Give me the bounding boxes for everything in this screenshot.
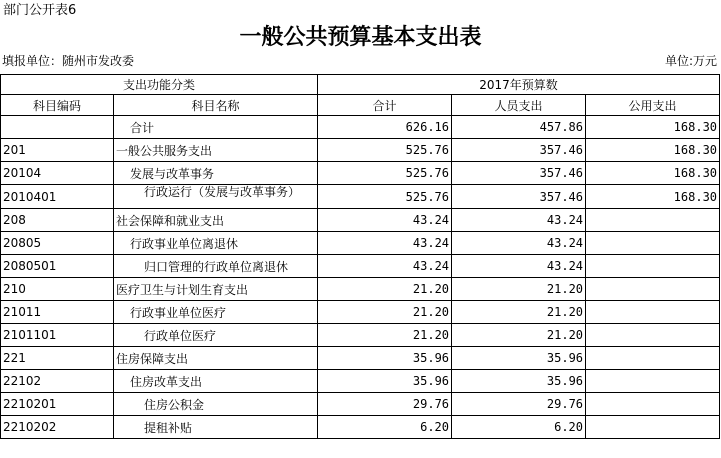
- cell-personnel: 43.24: [452, 232, 586, 255]
- cell-personnel: 29.76: [452, 393, 586, 416]
- cell-code: 221: [1, 347, 114, 370]
- cell-total: 35.96: [318, 347, 452, 370]
- cell-total: 21.20: [318, 301, 452, 324]
- cell-code: 2210202: [1, 416, 114, 439]
- table-row: [1, 416, 720, 439]
- cell-public: [586, 347, 720, 370]
- cell-name: 行政运行（发展与改革事务）: [114, 185, 318, 209]
- cell-code: 21011: [1, 301, 114, 324]
- cell-code: 22102: [1, 370, 114, 393]
- cell-code: 2101101: [1, 324, 114, 347]
- table-row: [1, 347, 720, 370]
- table-body: [1, 116, 720, 439]
- table-row: [1, 209, 720, 232]
- table-number-label: 部门公开表6: [3, 3, 77, 18]
- cell-total: 43.24: [318, 232, 452, 255]
- cell-total: 21.20: [318, 278, 452, 301]
- cell-code: [1, 116, 114, 139]
- cell-personnel: 357.46: [452, 162, 586, 185]
- cell-name: 归口管理的行政单位离退休: [114, 255, 318, 278]
- table-row: [1, 116, 720, 139]
- table-row: [1, 301, 720, 324]
- currency-unit: 单位:万元: [664, 54, 717, 68]
- cell-code: 201: [1, 139, 114, 162]
- cell-name: 住房保障支出: [114, 347, 318, 370]
- cell-personnel: 43.24: [452, 209, 586, 232]
- reporting-unit: 填报单位：随州市发改委: [2, 54, 135, 68]
- cell-code: 2080501: [1, 255, 114, 278]
- header-budget-year: 2017年预算数: [318, 75, 720, 95]
- cell-public: 168.30: [586, 185, 720, 209]
- page-title: 一般公共预算基本支出表: [239, 24, 482, 50]
- cell-personnel: 357.46: [452, 139, 586, 162]
- cell-total: 35.96: [318, 370, 452, 393]
- cell-public: [586, 416, 720, 439]
- cell-public: 168.30: [586, 116, 720, 139]
- cell-name: 行政单位医疗: [114, 324, 318, 347]
- cell-name: 医疗卫生与计划生育支出: [114, 278, 318, 301]
- cell-name: 提租补贴: [114, 416, 318, 439]
- cell-personnel: 21.20: [452, 324, 586, 347]
- cell-public: [586, 324, 720, 347]
- cell-public: [586, 232, 720, 255]
- cell-personnel: 35.96: [452, 347, 586, 370]
- cell-total: 626.16: [318, 116, 452, 139]
- cell-name: 发展与改革事务: [114, 162, 318, 185]
- cell-personnel: 357.46: [452, 185, 586, 209]
- table-row: [1, 232, 720, 255]
- column-header-code: 科目编码: [1, 95, 114, 116]
- cell-public: 168.30: [586, 162, 720, 185]
- cell-public: [586, 370, 720, 393]
- budget-table: [0, 74, 720, 439]
- cell-personnel: 457.86: [452, 116, 586, 139]
- table-row: [1, 278, 720, 301]
- cell-name: 一般公共服务支出: [114, 139, 318, 162]
- table-row: [1, 370, 720, 393]
- table-row: [1, 324, 720, 347]
- column-header-personnel: 人员支出: [452, 95, 586, 116]
- column-header-total: 合计: [318, 95, 452, 116]
- cell-total: 6.20: [318, 416, 452, 439]
- column-header-name: 科目名称: [114, 95, 318, 116]
- cell-name: 住房改革支出: [114, 370, 318, 393]
- cell-total: 43.24: [318, 209, 452, 232]
- cell-code: 208: [1, 209, 114, 232]
- cell-code: 20805: [1, 232, 114, 255]
- cell-public: [586, 255, 720, 278]
- cell-personnel: 6.20: [452, 416, 586, 439]
- cell-code: 20104: [1, 162, 114, 185]
- cell-personnel: 35.96: [452, 370, 586, 393]
- cell-total: 43.24: [318, 255, 452, 278]
- table-row: [1, 162, 720, 185]
- cell-code: 2210201: [1, 393, 114, 416]
- cell-public: 168.30: [586, 139, 720, 162]
- cell-name: 社会保障和就业支出: [114, 209, 318, 232]
- cell-public: [586, 278, 720, 301]
- table-row: [1, 255, 720, 278]
- cell-total: 29.76: [318, 393, 452, 416]
- cell-name: 行政事业单位离退休: [114, 232, 318, 255]
- column-header-public: 公用支出: [586, 95, 720, 116]
- table-row: [1, 185, 720, 209]
- cell-public: [586, 209, 720, 232]
- table-row: [1, 139, 720, 162]
- cell-public: [586, 301, 720, 324]
- cell-code: 2010401: [1, 185, 114, 209]
- table-row: [1, 393, 720, 416]
- cell-total: 21.20: [318, 324, 452, 347]
- cell-total: 525.76: [318, 139, 452, 162]
- cell-total: 525.76: [318, 185, 452, 209]
- cell-personnel: 21.20: [452, 278, 586, 301]
- cell-code: 210: [1, 278, 114, 301]
- cell-name: 行政事业单位医疗: [114, 301, 318, 324]
- cell-public: [586, 393, 720, 416]
- cell-personnel: 21.20: [452, 301, 586, 324]
- cell-name: 合计: [114, 116, 318, 139]
- cell-name: 住房公积金: [114, 393, 318, 416]
- cell-total: 525.76: [318, 162, 452, 185]
- header-functional-classification: 支出功能分类: [1, 75, 318, 95]
- cell-personnel: 43.24: [452, 255, 586, 278]
